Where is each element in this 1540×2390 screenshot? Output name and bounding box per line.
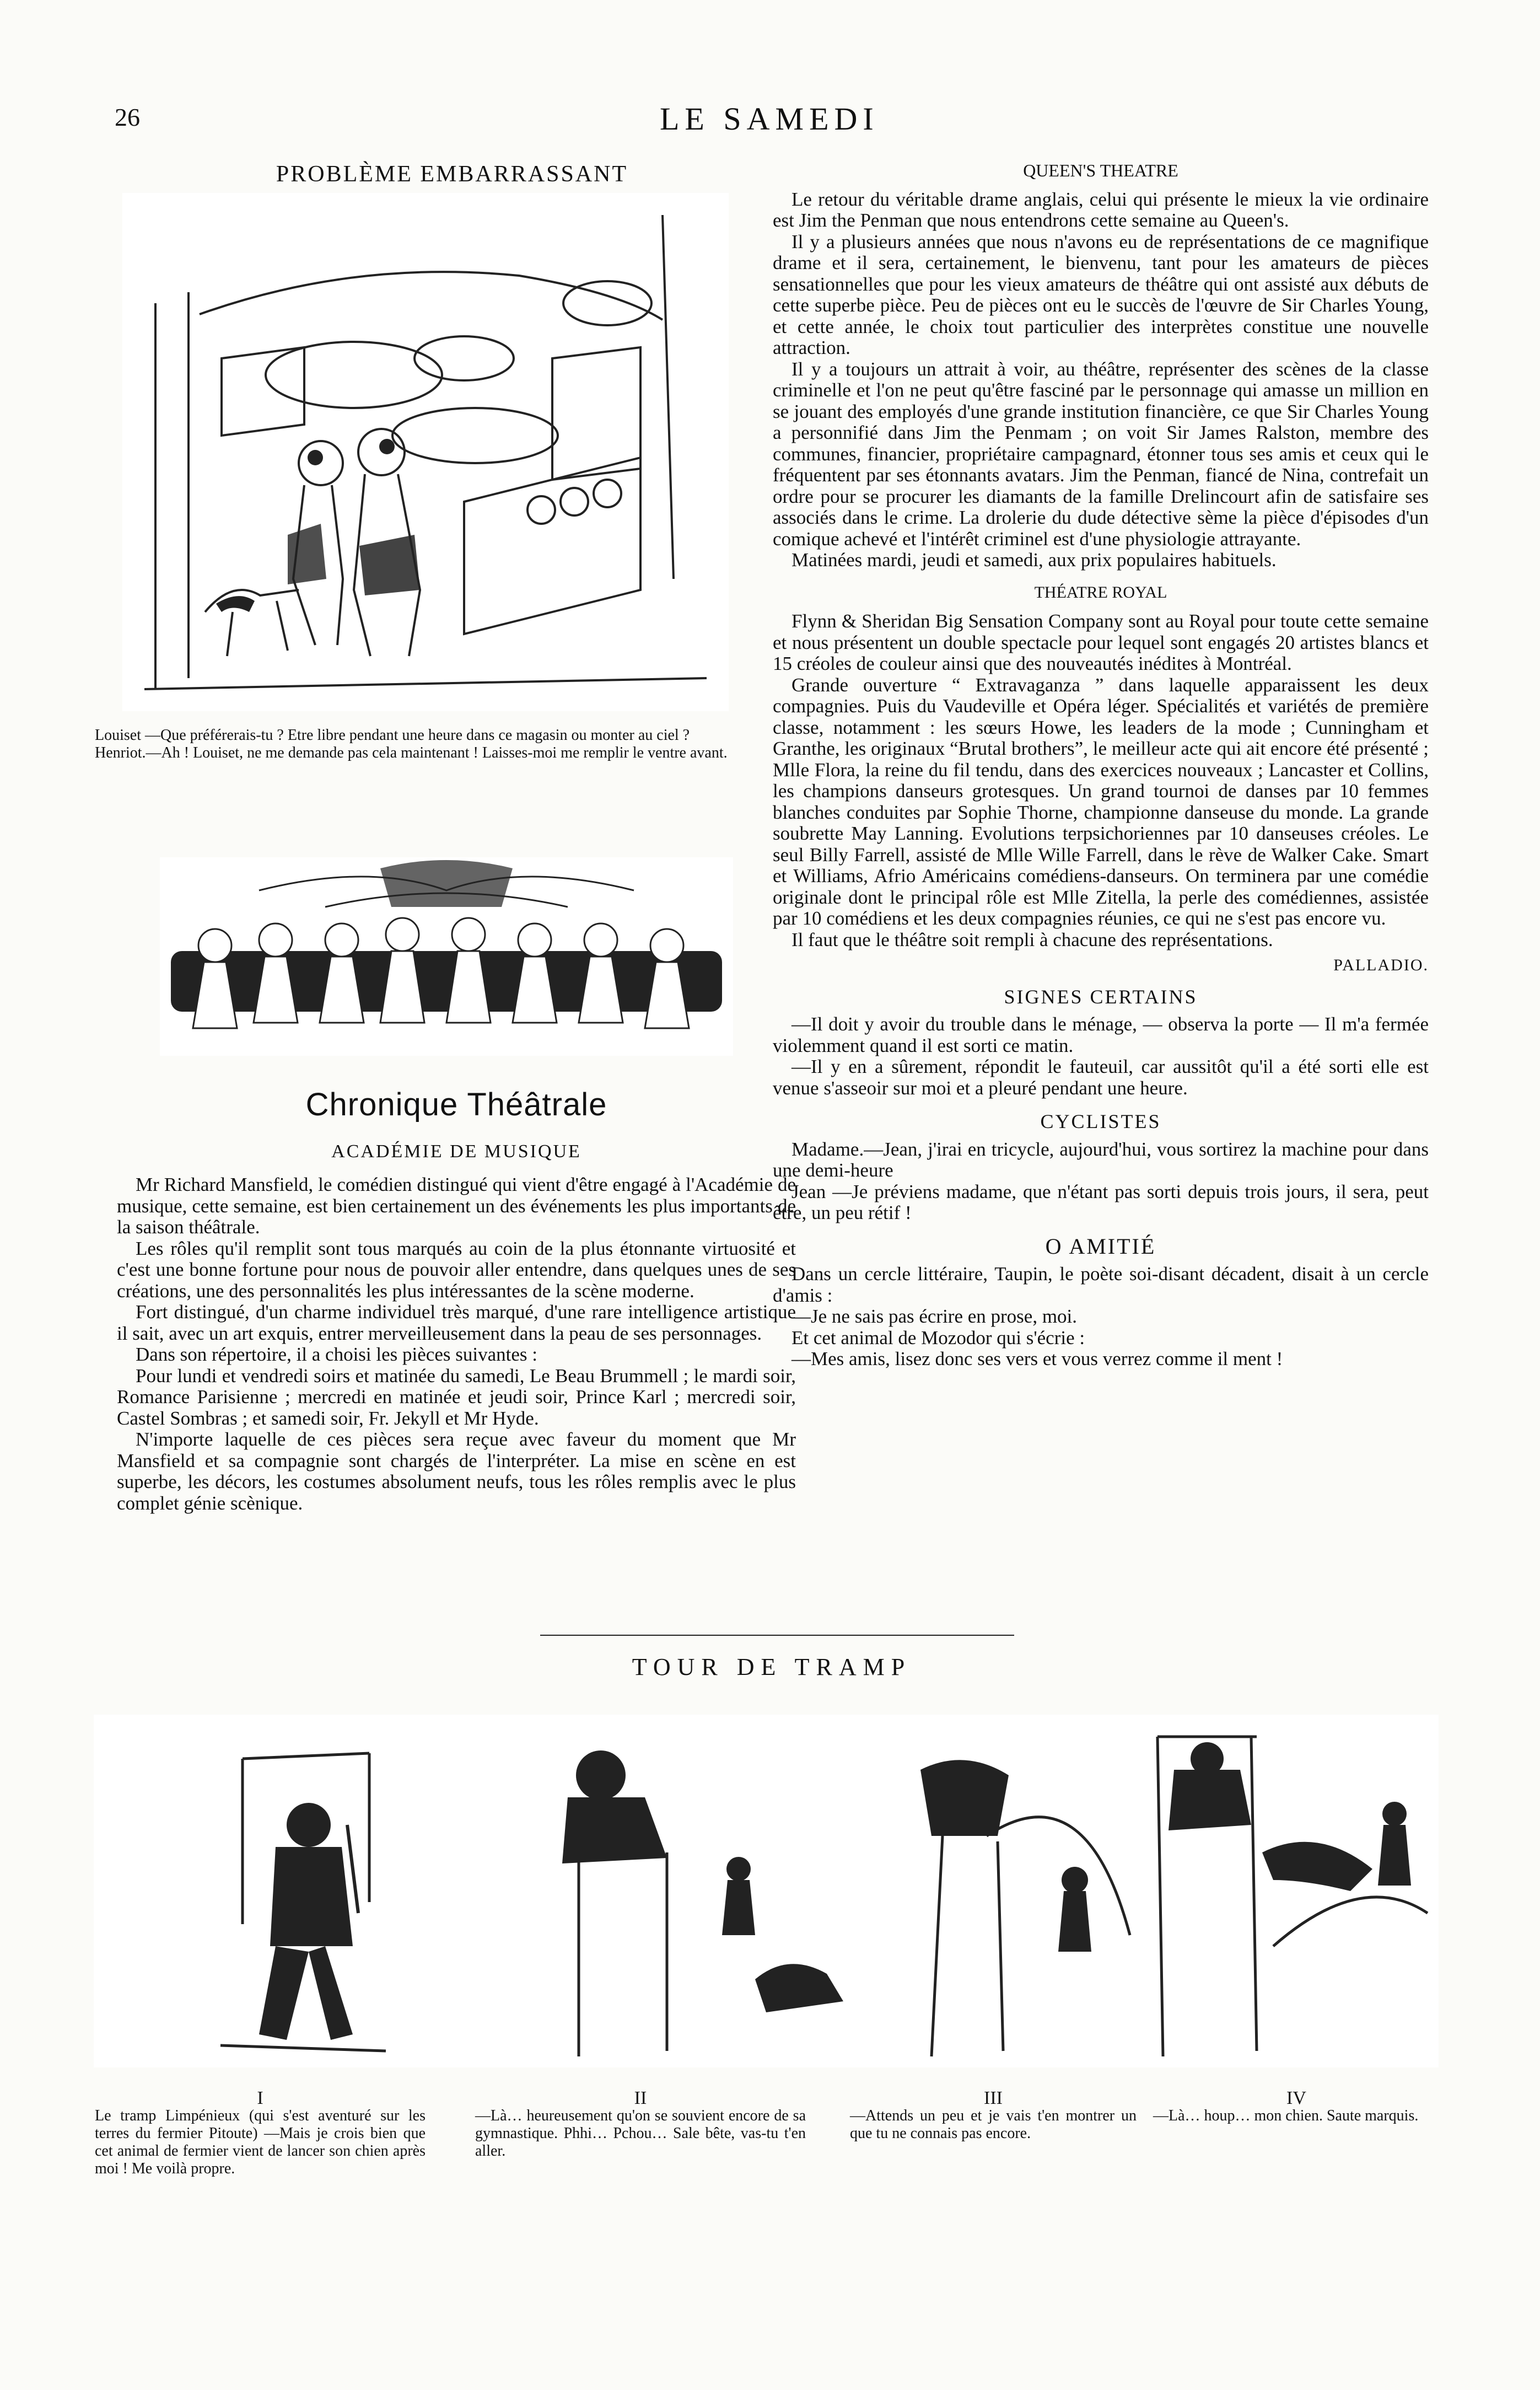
- page-number: 26: [115, 103, 140, 131]
- paragraph: Il y a toujours un attrait à voir, au théâtre, représenter des scènes de la classe criminelle et l'on ne peut qu'être fasciné par le personnage qui amasse un million en se jouant des employés d'une grande institution financière, ce que Sir Charles Young a personnifié dans Jim the Penmam ; on voit Sir James Ralston, membre des communes, financier, propriétaire campagnard, étonner tous ses amis et ceux qui le fréquentent par ses étonnants avatars. Jim the Penman, fiancé de Nina, contrefait un ordre pour se procurer les diamants de la famille Drelincourt afin de satisfaire ses associés dans le crime. La drolerie du dude détective sème la pièce d'épisodes d'un comique achevé et l'intérêt criminel est d'une physiologie attrayante.: [773, 358, 1429, 550]
- panel-caption: Le tramp Limpénieux (qui s'est aventuré sur les terres du fermier Pitoute) —Mais je crois bien que cet animal de fermier vient de lancer son chien après moi ! Me voilà propre.: [95, 2107, 426, 2177]
- cyclistes-title: CYCLISTES: [1040, 1110, 1161, 1132]
- paragraph: Dans un cercle littéraire, Taupin, le poète soi-disant décadent, disait à un cercle d'amis :: [773, 1263, 1429, 1306]
- paragraph: Il faut que le théâtre soit rempli à chacune des représentations.: [791, 928, 1273, 950]
- panel-caption: —Là… heureusement qu'on se souvient encore de sa gymnastique. Phhi… Pchou… Sale bête, vas-tu t'en aller.: [475, 2107, 806, 2160]
- section-divider: [540, 1635, 1014, 1636]
- children-dancing-illustration: [160, 857, 733, 1056]
- paragraph: Et cet animal de Mozodor qui s'écrie :: [791, 1326, 1085, 1349]
- tramp-panel-1: [95, 2090, 426, 2178]
- paragraph: Fort distingué, d'un charme individuel très marqué, d'une rare intelligence artistique il sait, avec un art exquis, entrer merveilleusement dans la peau de ses personnages.: [117, 1301, 796, 1344]
- paragraph: Flynn & Sheridan Big Sensation Company sont au Royal pour toute cette semaine et nous présentent un double spectacle pour lequel sont engagés 20 artistes blancs et 15 créoles de couleur ainsi que des nouveautés inédites à Montréal.: [773, 610, 1429, 674]
- paragraph: —Il doit y avoir du trouble dans le ménage, — observa la porte — Il m'a fermée violemment quand il est sorti ce matin.: [773, 1013, 1429, 1056]
- paragraph: Pour lundi et vendredi soirs et matinée du samedi, Le Beau Brummell ; le mardi soir, Romance Parisienne ; mercredi en matinée et jeudi soir, Prince Karl ; mercredi soir, Castel Sombras ; et samedi soir, Fr. Jekyll et Mr Hyde.: [117, 1365, 796, 1429]
- panel-numeral: III: [984, 2088, 1003, 2108]
- paragraph: Madame.—Jean, j'irai en tricycle, aujourd'hui, vous sortirez la machine pour dans une demi-heure: [773, 1138, 1429, 1181]
- paragraph: —Mes amis, lisez donc ses vers et vous verrez comme il ment !: [791, 1348, 1283, 1369]
- tramp-panel-2: [475, 2090, 806, 2160]
- paragraph: Le retour du véritable drame anglais, celui qui présente le mieux la vie ordinaire est Jim the Penman que nous entendrons cette semaine au Queen's.: [773, 188, 1429, 231]
- royal-title: THÉATRE ROYAL: [1034, 583, 1167, 601]
- tramp-title: TOUR DE TRAMP: [632, 1653, 912, 1680]
- paragraph: Jean —Je préviens madame, que n'étant pas sorti depuis trois jours, il sera, peut être, un peu rétif !: [773, 1180, 1429, 1223]
- queens-title: QUEEN'S THEATRE: [1023, 160, 1178, 180]
- cartoon-caption-louiset: Louiset —Que préférerais-tu ? Etre libre pendant une heure dans ce magasin ou monter au ciel ?: [95, 727, 690, 744]
- chronique-title: Chronique Théâtrale: [305, 1087, 607, 1123]
- paragraph: N'importe laquelle de ces pièces sera reçue avec faveur du moment que Mr Mansfield et sa compagnie sont chargés de l'interpréter. La mise en scène en est superbe, les décors, les costumes absolument neufs, tous les rôles remplis avec le plus complet génie scènique.: [117, 1428, 796, 1514]
- signes-title: SIGNES CERTAINS: [1004, 985, 1198, 1008]
- right-column: [773, 160, 1429, 1370]
- cartoon-caption-henriot: Henriot.—Ah ! Louiset, ne me demande pas cela maintenant ! Laisses-moi me remplir le ventre avant.: [95, 744, 728, 761]
- paragraph: Les rôles qu'il remplit sont tous marqués au coin de la plus étonnante virtuosité et c'est une bonne fortune pour nous de pouvoir aller entendre, dans quelques unes de ses créations, une des personnalités les plus intéressantes de la scène moderne.: [117, 1237, 796, 1302]
- academie-article: [117, 1174, 796, 1514]
- tramp-panel-3: [850, 2090, 1137, 2142]
- panel-numeral: IV: [1286, 2088, 1306, 2108]
- paragraph: Grande ouverture “ Extravaganza ” dans laquelle apparaissent les deux compagnies. Puis du Vaudeville et Opéra léger. Spécialités et variétés de première classe, notamment : les sœurs Howe, les leaders de la mode ; Cunningham et Granthe, les originaux “Brutal brothers”, le meilleur acte qui ait encore été présenté ; Mlle Flora, la reine du fil tendu, dans des exercices nouveaux ; Lancaster et Collins, les champions danseurs grotesques. Un grand tournoi de danses par 10 femmes blanches conduites par Sophie Thorne, championne danseuse du monde. La grande soubrette May Lanning. Evolutions terpsichoriennes par 10 danseuses créoles. Le seul Billy Farrell, assisté de Mlle Wille Farrell, dans le rève de Walker Cake. Smart et Williams, Afrio Américains comédiens-danseurs. On terminera par une comédie originale dont le principal rôle est Mlle Zitella, la perle des comédiennes, assistée par 10 comédiens et les deux compagnies réunies, ce qui ne s'est pas encore vu.: [773, 674, 1429, 929]
- signature: PALLADIO.: [1333, 956, 1429, 974]
- paragraph: —Il y en a sûrement, répondit le fauteuil, car aussitôt qu'il a été sorti elle est venue s'asseoir sur moi et a pleuré pendant une heure.: [773, 1056, 1429, 1099]
- shop-window-illustration: [122, 193, 729, 711]
- cartoon-title: PROBLÈME EMBARRASSANT: [276, 162, 628, 187]
- paragraph: Dans son répertoire, il a choisi les pièces suivantes :: [136, 1344, 537, 1365]
- paragraph: Mr Richard Mansfield, le comédien distingué qui vient d'être engagé à l'Académie de musique, cette semaine, est bien certainement un des événements les plus importants de la saison théâtrale.: [117, 1174, 796, 1238]
- newspaper-title: LE SAMEDI: [660, 101, 879, 137]
- panel-numeral: II: [634, 2088, 647, 2108]
- panel-numeral: I: [257, 2088, 263, 2108]
- panel-caption: —Attends un peu et je vais t'en montrer un que tu ne connais pas encore.: [850, 2107, 1137, 2142]
- amitie-title: O AMITIÉ: [1045, 1233, 1156, 1259]
- paragraph: Il y a plusieurs années que nous n'avons eu de représentations de ce magnifique drame et il sera, certainement, le bienvenu, tant pour les amateurs de pièces sensationnelles que pour les vieux amateurs de théâtre qui ont assisté aux débuts de cette superbe pièce. Peu de pièces ont eu le succès de l'œuvre de Sir Charles Young, et cette année, le choix tout particulier des interprètes constitue une nouvelle attraction.: [773, 230, 1429, 358]
- academie-title: ACADÉMIE DE MUSIQUE: [331, 1141, 581, 1162]
- tramp-comic-strip: [94, 1715, 1439, 2067]
- panel-caption: —Là… houp… mon chien. Saute marquis.: [1153, 2107, 1419, 2124]
- paragraph: Matinées mardi, jeudi et samedi, aux prix populaires habituels.: [791, 549, 1277, 571]
- paragraph: —Je ne sais pas écrire en prose, moi.: [791, 1306, 1078, 1327]
- tramp-panel-4: [1153, 2090, 1440, 2125]
